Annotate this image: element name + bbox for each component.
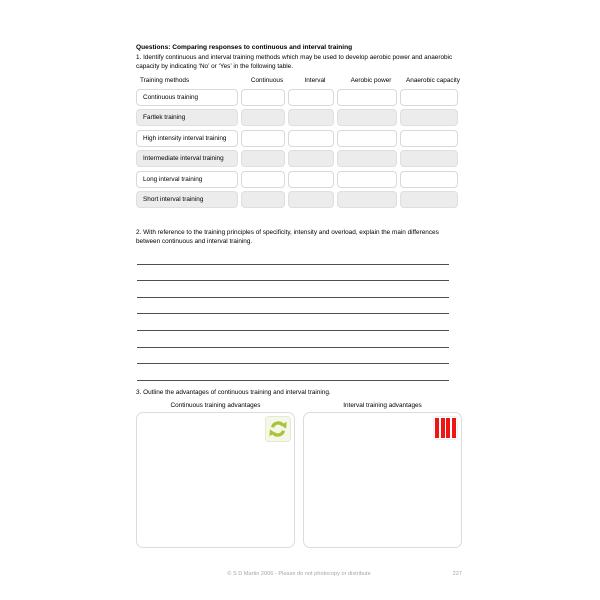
answer-cell[interactable] [241, 130, 285, 147]
answer-cell[interactable] [241, 109, 285, 126]
training-table-body [136, 89, 458, 211]
page-footer [136, 571, 462, 577]
question1-title: Questions: Comparing responses to continuous and interval training [136, 44, 353, 51]
table-row [136, 89, 458, 106]
advantages-headings [136, 402, 462, 409]
training-table-header [136, 77, 462, 84]
answer-cell[interactable] [241, 89, 285, 106]
question2-answer-lines [137, 248, 449, 381]
column-header: Training methods [140, 77, 190, 84]
answer-cell[interactable] [337, 171, 397, 188]
answer-line[interactable] [137, 364, 449, 381]
question2-text: 2. With reference to the training principles of specificity, intensity and overload, explain the main differences between continuous and interval training. [136, 229, 439, 246]
table-row [136, 150, 458, 167]
answer-cell[interactable] [241, 191, 285, 208]
cycle-arrows-icon [265, 416, 291, 442]
answer-cell[interactable] [288, 109, 334, 126]
continuous-advantages-heading: Continuous training advantages [170, 402, 261, 409]
answer-cell[interactable] [400, 130, 458, 147]
interval-advantages-heading: Interval training advantages [343, 402, 422, 409]
answer-cell[interactable] [337, 191, 397, 208]
answer-cell[interactable] [337, 150, 397, 167]
row-label: Short interval training [136, 191, 238, 208]
answer-cell[interactable] [337, 130, 397, 147]
answer-cell[interactable] [400, 171, 458, 188]
row-label: High intensity interval training [136, 130, 238, 147]
column-header: Aerobic power [350, 77, 392, 84]
answer-line[interactable] [137, 298, 449, 315]
answer-line[interactable] [137, 314, 449, 331]
answer-line[interactable] [137, 265, 449, 282]
table-row [136, 130, 458, 147]
interval-bars-icon [433, 416, 458, 440]
answer-line[interactable] [137, 331, 449, 348]
answer-cell[interactable] [400, 109, 458, 126]
answer-cell[interactable] [288, 191, 334, 208]
row-label: Long interval training [136, 171, 238, 188]
table-row [136, 191, 458, 208]
answer-line[interactable] [137, 248, 449, 265]
question1-text: 1. Identify continuous and interval training methods which may be used to develop aerobic power and anaerobic capacity by indicating ‘No’ or ‘Yes’ in the following table. [136, 54, 453, 71]
column-header: Continuous [250, 77, 284, 84]
answer-cell[interactable] [400, 150, 458, 167]
advantages-boxes [136, 412, 462, 548]
continuous-advantages-box[interactable] [136, 412, 295, 548]
column-header: Anaerobic capacity [406, 77, 460, 84]
answer-cell[interactable] [288, 130, 334, 147]
answer-cell[interactable] [400, 89, 458, 106]
answer-cell[interactable] [241, 150, 285, 167]
interval-advantages-box[interactable] [303, 412, 462, 548]
copyright-text: © S D Martin 2006 - Please do not photocopy or distribute [227, 571, 371, 577]
row-label: Intermediate interval training [136, 150, 238, 167]
answer-cell[interactable] [400, 191, 458, 208]
answer-line[interactable] [137, 281, 449, 298]
question3-text: 3. Outline the advantages of continuous training and interval training. [136, 389, 331, 396]
row-label: Fartlek training [136, 109, 238, 126]
answer-cell[interactable] [288, 171, 334, 188]
answer-line[interactable] [137, 348, 449, 365]
answer-cell[interactable] [337, 89, 397, 106]
page-number: 227 [452, 571, 462, 577]
answer-cell[interactable] [241, 171, 285, 188]
answer-cell[interactable] [337, 109, 397, 126]
column-header: Interval [304, 77, 326, 84]
table-row [136, 109, 458, 126]
row-label: Continuous training [136, 89, 238, 106]
answer-cell[interactable] [288, 89, 334, 106]
answer-cell[interactable] [288, 150, 334, 167]
table-row [136, 171, 458, 188]
